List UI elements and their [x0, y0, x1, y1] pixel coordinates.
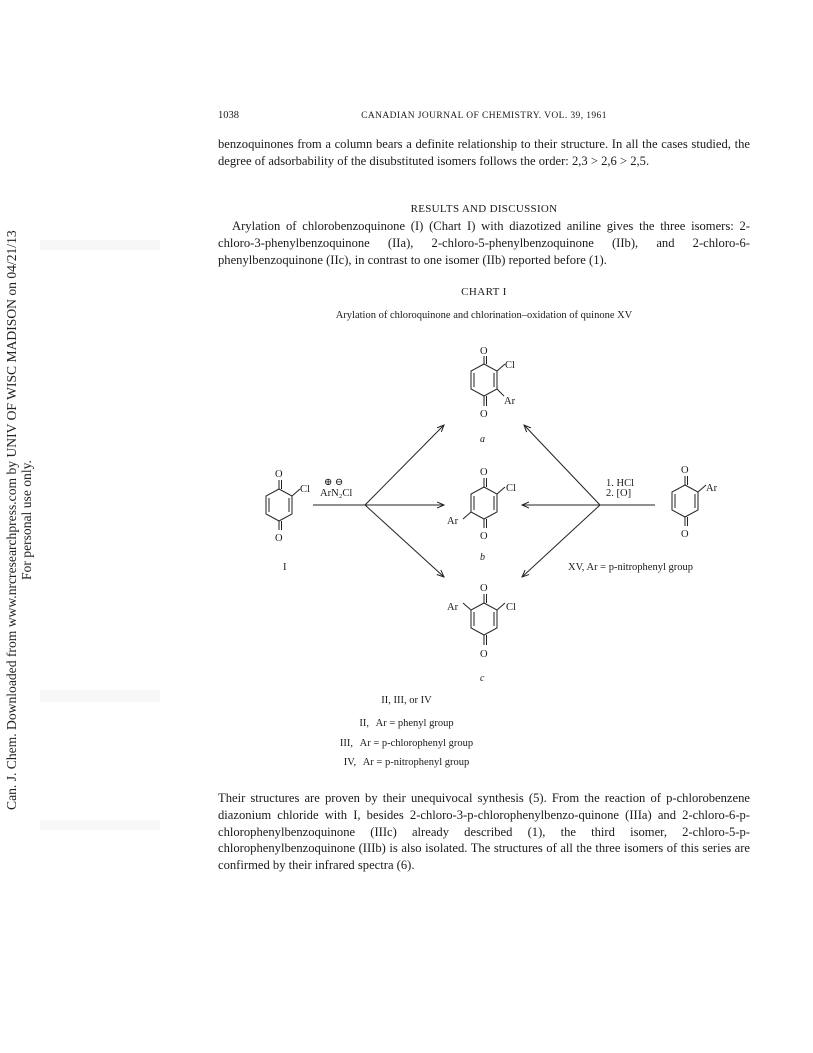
- atom-Cl-I: Cl: [300, 484, 310, 495]
- atom-Cl-b: Cl: [506, 483, 516, 494]
- results-paragraph-text: Arylation of chlorobenzoquinone (I) (Chart I) with diazotized aniline gives the three isomers: 2-chloro-3-phenylbenzoquinone (IIa), 2-chloro-5-phenylbenzoquinone (IIb), and 2-chloro-6-phenylbenzoquinone (IIc), in contrast to one isomer (IIb) reported before (1).: [218, 219, 750, 267]
- closing-paragraph-text: Their structures are proven by their unequivocal synthesis (5). From the reaction of p-chlorobenzene diazonium chloride with I, besides 2-chloro-3-p-chlorophenylbenzo-quinone (IIIa) and 2-chloro-6-p-chlorophenylbenzoquinone (IIIc) already described (1), the third isomer, 2-chloro-5-p-chlorophenylbenzoquinone (IIIb) is also isolated. The structures of all the three isomers of this series are confirmed by their infrared spectra (6).: [218, 791, 750, 873]
- section-heading: RESULTS AND DISCUSSION: [410, 203, 558, 215]
- label-I: I: [283, 562, 287, 573]
- atom-O-XV-bottom: O: [681, 529, 689, 540]
- atom-Cl-a: Cl: [505, 360, 515, 371]
- atom-O-I-bottom: O: [275, 533, 283, 544]
- atom-Ar-a: Ar: [504, 396, 516, 407]
- intro-paragraph-text: benzoquinones from a column bears a definite relationship to their structure. In all the cases studied, the degree of adsorbability of the disubstituted isomers follows the order: 2,3 > 2,6 > 2,5.: [218, 137, 750, 168]
- arrow-to-c: [365, 505, 444, 577]
- legend-row: [0, 718, 813, 729]
- atom-Ar-b: Ar: [447, 516, 459, 527]
- label-b: b: [480, 552, 485, 563]
- legend-code: II,: [359, 718, 370, 729]
- products-label-text: II, III, or IV: [381, 695, 432, 706]
- atom-O-XV-top: O: [681, 465, 689, 476]
- label-XV: XV, Ar = p-nitrophenyl group: [568, 562, 694, 573]
- atom-Ar-c: Ar: [447, 602, 459, 613]
- watermark-line-1: Can. J. Chem. Downloaded from www.nrcresearchpress.com by UNIV OF WISC MADISON on 04/21/13: [4, 230, 19, 810]
- step-1-label: 1. HCl: [606, 478, 635, 489]
- chart-subtitle: Arylation of chloroquinone and chlorination–oxidation of quinone XV: [335, 310, 633, 321]
- quinone-structure-I: [266, 480, 300, 530]
- legend-code: III,: [339, 738, 353, 749]
- atom-O-a-bottom: O: [480, 409, 488, 420]
- atom-O-I-top: O: [275, 469, 283, 480]
- reagent-charges: ⊕ ⊖: [324, 477, 344, 488]
- legend-text: Ar = phenyl group: [375, 718, 454, 729]
- closing-paragraph: [218, 790, 750, 874]
- atom-O-b-bottom: O: [480, 531, 488, 542]
- label-c: c: [480, 673, 485, 684]
- products-label: [0, 695, 813, 706]
- quinone-structure-b: [463, 478, 505, 528]
- atom-Ar-XV: Ar: [706, 483, 718, 494]
- reagent-label: ArN₂Cl: [320, 488, 353, 499]
- atom-O-c-top: O: [480, 583, 488, 594]
- arrow-from-XV-to-a: [524, 425, 600, 505]
- legend-text: Ar = p-chlorophenyl group: [359, 738, 474, 749]
- atom-Cl-c: Cl: [506, 602, 516, 613]
- legend-text: Ar = p-nitrophenyl group: [362, 757, 470, 768]
- watermark-line-2: For personal use only.: [19, 460, 34, 580]
- atom-O-b-top: O: [480, 467, 488, 478]
- quinone-structure-c: [463, 594, 505, 645]
- arrow-to-a: [365, 425, 444, 505]
- quinone-structure-XV: [672, 476, 706, 526]
- legend-row: [0, 738, 813, 749]
- legend-row: [0, 757, 813, 768]
- label-a: a: [480, 434, 485, 445]
- atom-O-c-bottom: O: [480, 649, 488, 660]
- step-2-label: 2. [O]: [606, 488, 632, 499]
- chart-title: CHART I: [461, 286, 507, 298]
- journal-title: CANADIAN JOURNAL OF CHEMISTRY. VOL. 39, 1961: [361, 111, 607, 121]
- quinone-structure-a: [471, 356, 505, 406]
- legend-code: IV,: [343, 757, 357, 768]
- page-number: 1038: [218, 110, 239, 121]
- atom-O-a-top: O: [480, 346, 488, 357]
